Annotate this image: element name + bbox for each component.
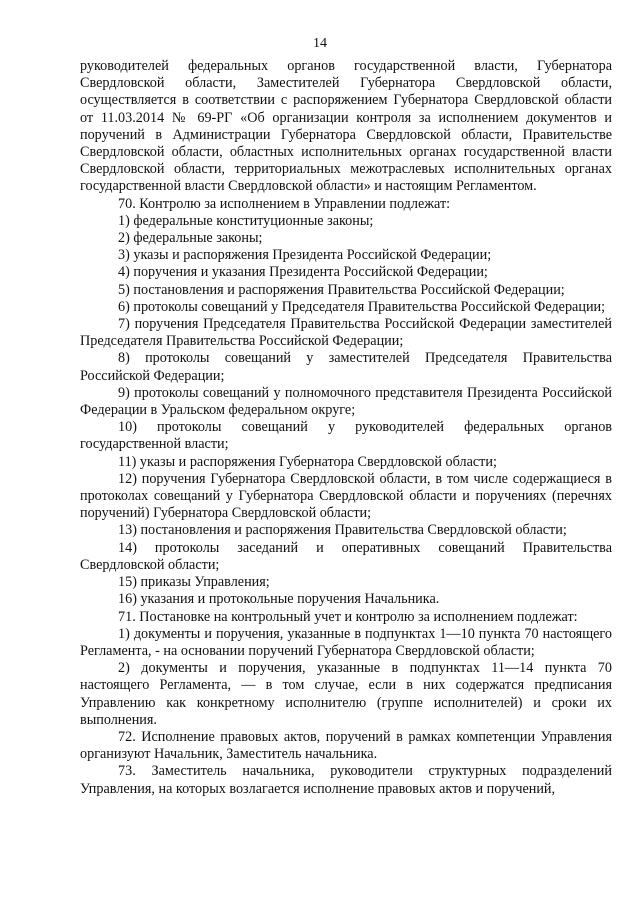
list-item: 5) постановления и распоряжения Правительства Российской Федерации; bbox=[118, 281, 565, 298]
list-item: 13) постановления и распоряжения Правительства Свердловской области; bbox=[118, 522, 567, 539]
list-item: 3) указы и распоряжения Президента Российской Федерации; bbox=[118, 247, 492, 264]
list-item: 9) протоколы совещаний у полномочного представителя Президента Российской Федерации в Уральском федеральном округе; bbox=[80, 384, 612, 419]
paragraph-item-73: 73. Заместитель начальника, руководители структурных подразделений Управления, на которых возлагается исполнение правовых актов и поручений, bbox=[80, 763, 612, 797]
list-item: 16) указания и протокольные поручения Начальника. bbox=[118, 591, 440, 608]
list-item: 8) протоколы совещаний у заместителей Председателя Правительства Российской Федерации; bbox=[80, 350, 612, 384]
list-item: 2) федеральные законы; bbox=[118, 230, 263, 247]
list-item: 6) протоколы совещаний у Председателя Правительства Российской Федерации; bbox=[118, 298, 606, 315]
list-item: 15) приказы Управления; bbox=[118, 574, 270, 591]
document-body bbox=[80, 58, 612, 798]
list-item: 2) документы и поручения, указанные в подпунктах 11—14 пункта 70 настоящего Регламента, — в том случае, если в них содержатся предписания Управлению как конкретному исполнителю (группе исполнителей) и сроки их выполнения. bbox=[80, 660, 612, 728]
paragraph-item-72: 72. Исполнение правовых актов, поручений в рамках компетенции Управления организуют Начальник, Заместитель начальника. bbox=[80, 728, 612, 763]
list-item: 4) поручения и указания Президента Российской Федерации; bbox=[118, 264, 488, 281]
list-item: 1) документы и поручения, указанные в подпунктах 1—10 пункта 70 настоящего Регламента, - на основании поручений Губернатора Свердловской области; bbox=[80, 625, 612, 659]
list-item: 1) федеральные конституционные законы; bbox=[118, 212, 374, 229]
paragraph-item-71: 71. Постановке на контрольный учет и контролю за исполнением подлежат: bbox=[118, 608, 578, 625]
list-item: 10) протоколы совещаний у руководителей федеральных органов государственной власти; bbox=[80, 419, 612, 453]
list-item: 7) поручения Председателя Правительства Российской Федерации заместителей Председателя Правительства Российской Федерации; bbox=[80, 316, 612, 350]
page-number: 14 bbox=[313, 36, 327, 51]
list-item: 14) протоколы заседаний и оперативных совещаний Правительства Свердловской области; bbox=[80, 539, 612, 573]
paragraph-continuation: руководителей федеральных органов государственной власти, Губернатора Свердловской области, Заместителей Губернатора Свердловской области, осуществляется в соответствии с распоряжением Губернатора Свердловской области от 11.03.2014 № 69-РГ «Об организации контроля за исполнением документов и поручений в Администрации Губернатора Свердловской области, Правительстве Свердловской области, областных исполнительных органах государственной власти Свердловской области, территориальных межотраслевых исполнительных органах государственной власти Свердловской области» и настоящим Регламентом. bbox=[80, 58, 612, 195]
list-item: 11) указы и распоряжения Губернатора Свердловской области; bbox=[118, 453, 497, 470]
list-item: 12) поручения Губернатора Свердловской области, в том числе содержащиеся в протоколах совещаний у Губернатора Свердловской области и поручениях (перечнях поручений) Губернатора Свердловской области; bbox=[80, 470, 612, 522]
paragraph-item-70: 70. Контролю за исполнением в Управлении подлежат: bbox=[118, 195, 451, 212]
